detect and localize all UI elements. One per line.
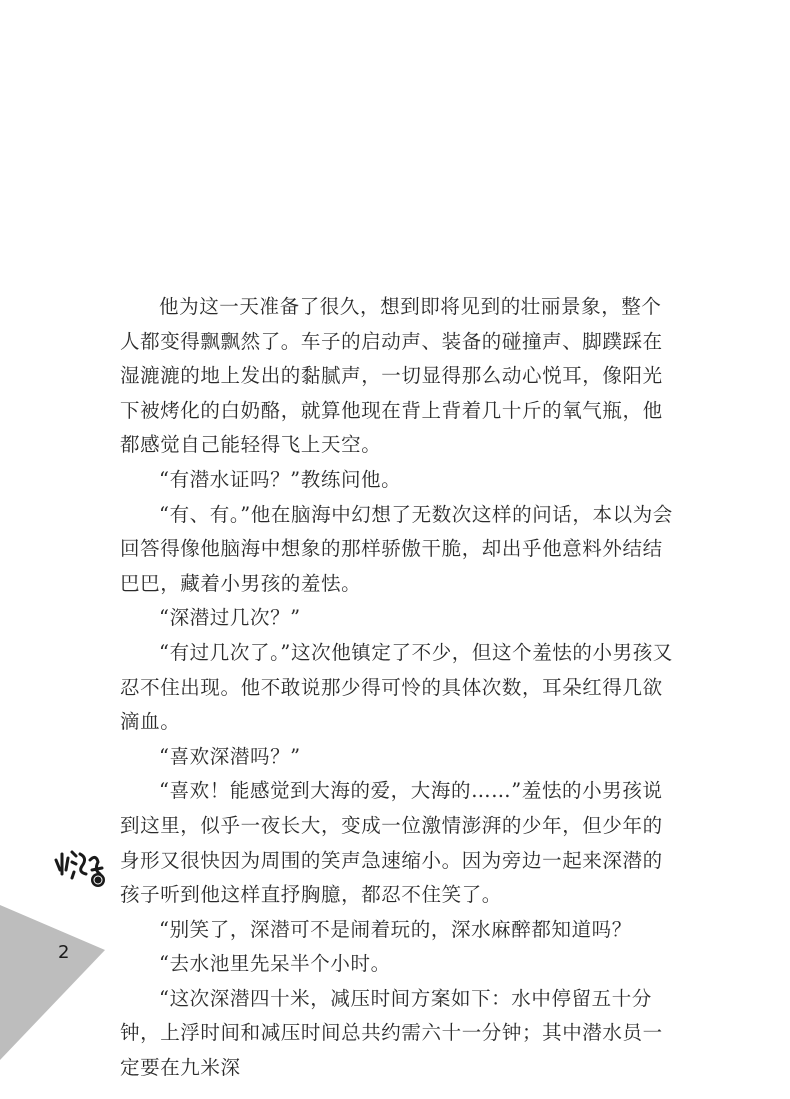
paragraph: “有、有。”他在脑海中幻想了无数次这样的问话，本以为会回答得像他脑海中想象的那样骄傲干脆，却出乎他意料外结结巴巴，藏着小男孩的羞怯。 [120,502,673,595]
paragraph: “喜欢！能感觉到大海的爱，大海的……”羞怯的小男孩说到这里，似乎一夜长大，变成一位激情澎湃的少年，但少年的身形又很快因为周围的笑声急速缩小。因为旁边一起来深潜的孩子听到他这样直抒胸臆，都忍不住笑了。 [120,779,663,907]
paragraph: “这次深潜四十米，减压时间方案如下：水中停留五十分钟，上浮时间和减压时间总共约需六十一分钟；其中潜水员一定要在九米深 [120,986,663,1080]
page-number: 2 [58,942,70,963]
paragraph: “深潜过几次？” [159,606,301,630]
paragraph: “有过几次了。”这次他镇定了不少，但这个羞怯的小男孩又忍不住出现。他不敢说那少得可怜的具体次数，耳朵红得几欲滴血。 [120,640,673,734]
page-corner-triangle [0,860,140,1080]
paragraph: “喜欢深潜吗？” [159,744,301,768]
paragraph: “有潜水证吗？”教练问他。 [159,467,402,491]
paragraph: “去水池里先呆半个小时。 [159,952,391,976]
paragraph: “别笑了，深潜可不是闹着玩的，深水麻醉都知道吗？ [159,917,632,941]
paragraph: 他为这一天准备了很久，想到即将见到的壮丽景象，整个人都变得飘飘然了。车子的启动声、装备的碰撞声、脚蹼踩在湿漉漉的地上发出的黏腻声，一切显得那么动心悦耳，像阳光下被烤化的白奶酪，就算他现在背上背着几十斤的氧气瓶，他都感觉自己能轻得飞上天空。 [120,295,663,457]
body-text [120,290,680,1086]
